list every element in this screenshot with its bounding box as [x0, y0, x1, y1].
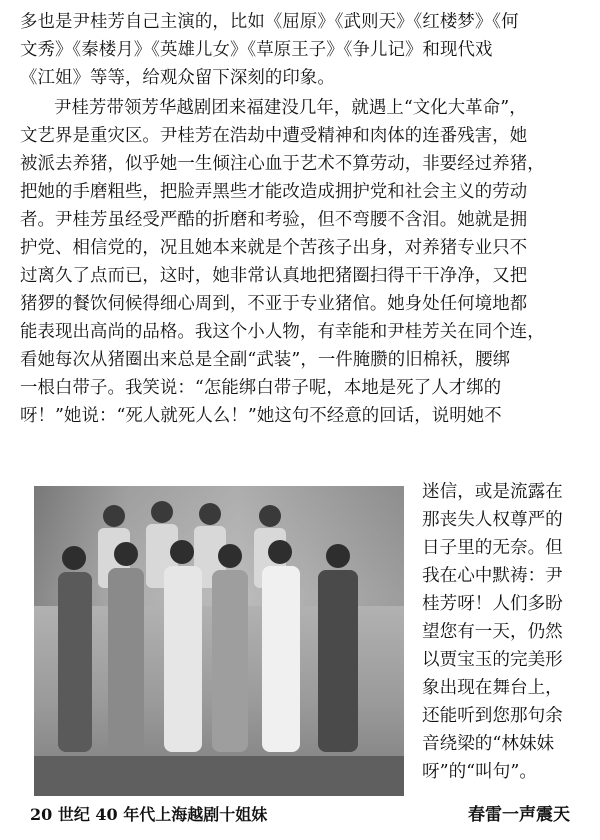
text-line: 看她每次从猪圈出来总是全副“武装”，一件腌臜的旧棉袄，腰绑	[20, 350, 511, 370]
text-line: 《江姐》等等，给观众留下深刻的印象。	[20, 68, 335, 88]
side-text-line: 日子里的无奈。但	[422, 538, 563, 558]
side-text-line: 呀”的“叫句”。	[422, 762, 537, 782]
side-text-line: 还能听到您那句余	[422, 706, 563, 726]
text-line: 护党、相信党的，况且她本来就是个苦孩子出身，对养猪专业只不	[20, 238, 528, 258]
group-photo	[34, 486, 404, 796]
section-title: 春雷一声震天	[468, 805, 570, 825]
text-line: 猪猡的餐饮伺候得细心周到，不亚于专业猪倌。她身处任何境地都	[20, 294, 528, 314]
photo-caption: 20 世纪 40 年代上海越剧十姐妹	[30, 805, 268, 824]
text-line: 呀！”她说：“死人就死人么！”她这句不经意的回话，说明她不	[20, 406, 502, 426]
side-text-line: 音绕梁的“林妹妹	[422, 734, 555, 754]
side-text-line: 迷信，或是流露在	[422, 482, 563, 502]
text-line: 者。尹桂芳虽经受严酷的折磨和考验，但不弯腰不含泪。她就是拥	[20, 210, 528, 230]
text-line: 多也是尹桂芳自己主演的，比如《屈原》《武则天》《红楼梦》《何	[20, 12, 519, 32]
photo-floor	[34, 756, 404, 796]
side-text-line: 那丧失人权尊严的	[422, 510, 563, 530]
side-text-line: 望您有一天，仍然	[422, 622, 563, 642]
text-line: 文艺界是重灾区。尹桂芳在浩劫中遭受精神和肉体的连番残害，她	[20, 126, 528, 146]
side-text-line: 象出现在舞台上，	[422, 678, 563, 698]
side-text-line: 我在心中默祷：尹	[422, 566, 563, 586]
text-line: 一根白带子。我笑说：“怎能绑白带子呢，本地是死了人才绑的	[20, 378, 502, 398]
photo-figures	[34, 486, 404, 796]
side-text-line: 以贾宝玉的完美形	[422, 650, 563, 670]
text-line: 文秀》《秦楼月》《英雄儿女》《草原王子》《争儿记》和现代戏	[20, 40, 493, 60]
text-line: 能表现出高尚的品格。我这个小人物，有幸能和尹桂芳关在同个连，	[20, 322, 545, 342]
text-line: 过离久了点而已，这时，她非常认真地把猪圈扫得干干净净，又把	[20, 266, 528, 286]
side-text-line: 桂芳呀！人们多盼	[422, 594, 563, 614]
text-line: 被派去养猪，似乎她一生倾注心血于艺术不算劳动，非要经过养猪，	[20, 154, 545, 174]
text-line: 尹桂芳带领芳华越剧团来福建没几年，就遇上“文化大革命”，	[54, 98, 527, 118]
text-line: 把她的手磨粗些，把脸弄黑些才能改造成拥护党和社会主义的劳动	[20, 182, 528, 202]
